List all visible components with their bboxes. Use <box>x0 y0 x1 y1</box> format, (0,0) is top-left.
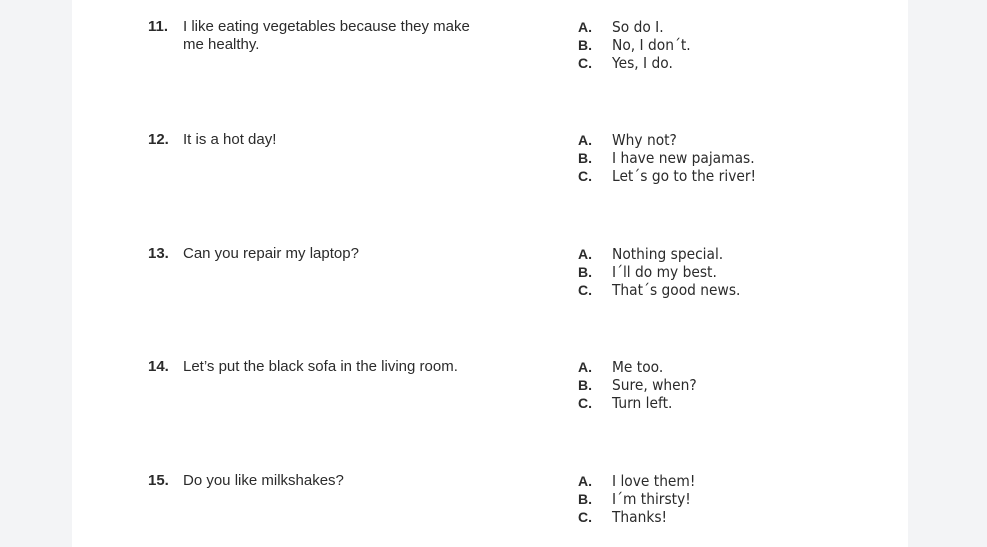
option-text: Me too. <box>612 358 664 376</box>
option-text: Sure, when? <box>612 376 697 394</box>
option-text: Nothing special. <box>612 245 724 263</box>
option-text: I´ll do my best. <box>612 263 717 281</box>
option-text: No, I don´t. <box>612 36 691 54</box>
option-letter: B. <box>578 150 592 166</box>
option-text: Let´s go to the river! <box>612 167 757 185</box>
option-text: That´s good news. <box>612 281 741 299</box>
option-letter: B. <box>578 37 592 53</box>
option-letter: B. <box>578 264 592 280</box>
option-text: I´m thirsty! <box>612 490 691 508</box>
option-a[interactable] <box>578 358 878 376</box>
option-text: Why not? <box>612 131 677 149</box>
worksheet-page <box>72 0 908 547</box>
option-b[interactable] <box>578 376 878 394</box>
option-letter: C. <box>578 282 592 298</box>
option-a[interactable] <box>578 18 878 36</box>
option-text: Yes, I do. <box>612 54 673 72</box>
option-letter: C. <box>578 509 592 525</box>
question-number: 15. <box>148 472 169 489</box>
option-letter: A. <box>578 132 592 148</box>
option-letter: A. <box>578 246 592 262</box>
option-letter: A. <box>578 19 592 35</box>
option-letter: B. <box>578 377 592 393</box>
option-text: Thanks! <box>612 508 668 526</box>
option-b[interactable] <box>578 149 878 167</box>
answer-options <box>578 358 878 412</box>
answer-options <box>578 245 878 299</box>
question-number: 12. <box>148 131 169 148</box>
option-c[interactable] <box>578 167 878 185</box>
option-b[interactable] <box>578 263 878 281</box>
option-c[interactable] <box>578 54 878 72</box>
question-text: Do you like milkshakes? <box>183 472 344 489</box>
question-text: Can you repair my laptop? <box>183 245 359 262</box>
option-c[interactable] <box>578 281 878 299</box>
option-letter: C. <box>578 395 592 411</box>
question-text: Let’s put the black sofa in the living room. <box>183 358 458 375</box>
option-text: I love them! <box>612 472 696 490</box>
option-a[interactable] <box>578 472 878 490</box>
option-letter: B. <box>578 491 592 507</box>
question-number: 13. <box>148 245 169 262</box>
option-b[interactable] <box>578 490 878 508</box>
option-text: Turn left. <box>612 394 673 412</box>
option-letter: A. <box>578 473 592 489</box>
option-text: So do I. <box>612 18 664 36</box>
option-c[interactable] <box>578 508 878 526</box>
option-text: I have new pajamas. <box>612 149 755 167</box>
question-text: I like eating vegetables because they make me healthy. <box>183 18 470 53</box>
question-text: It is a hot day! <box>183 131 277 148</box>
option-a[interactable] <box>578 131 878 149</box>
option-b[interactable] <box>578 36 878 54</box>
answer-options <box>578 18 878 72</box>
question-number: 14. <box>148 358 169 375</box>
option-c[interactable] <box>578 394 878 412</box>
option-letter: C. <box>578 55 592 71</box>
answer-options <box>578 472 878 526</box>
option-letter: C. <box>578 168 592 184</box>
answer-options <box>578 131 878 185</box>
option-letter: A. <box>578 359 592 375</box>
option-a[interactable] <box>578 245 878 263</box>
question-number: 11. <box>148 18 169 35</box>
